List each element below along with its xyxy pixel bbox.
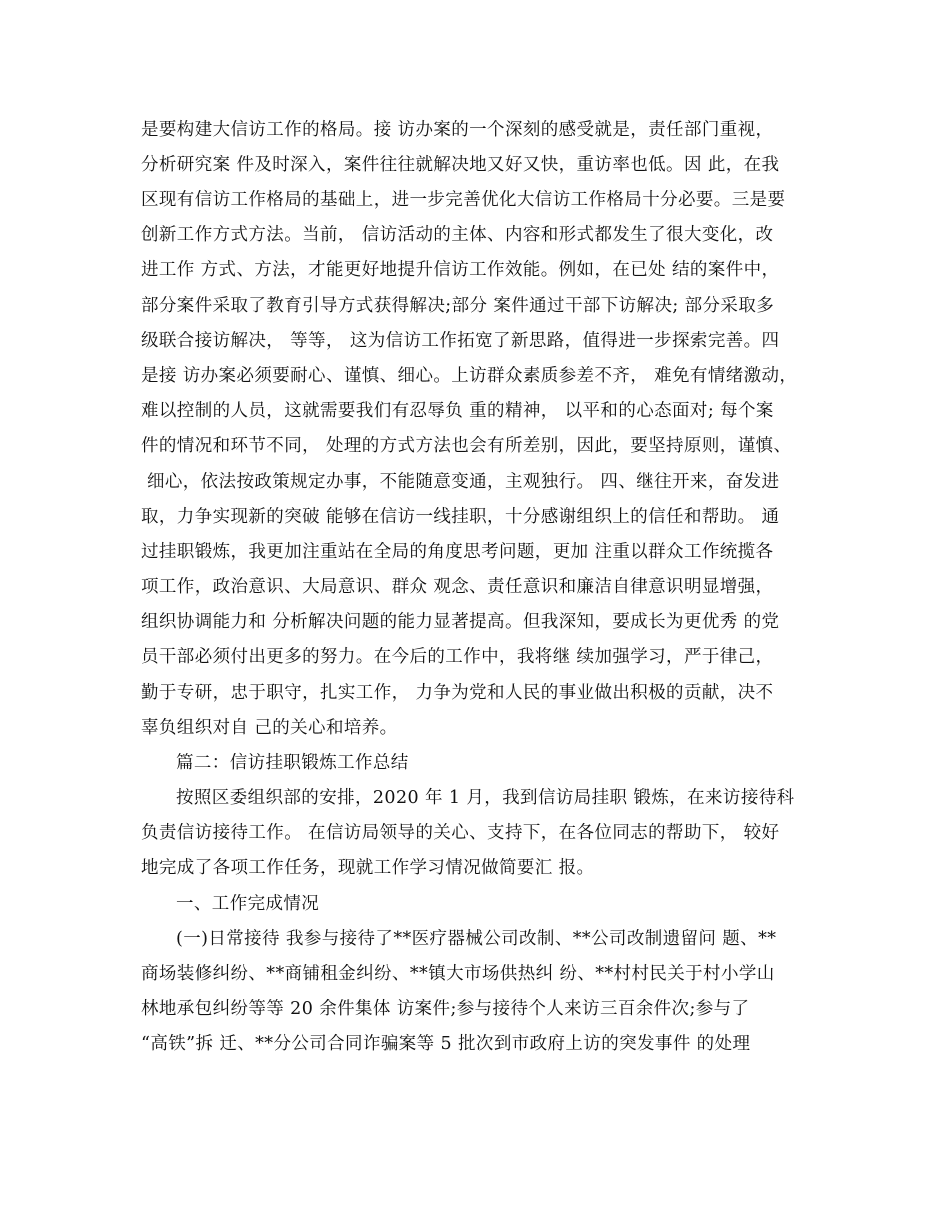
body-text-line: (一)日常接待 我参与接待了**医疗器械公司改制、**公司改制遗留问 题、** xyxy=(176,929,777,949)
body-text-line: 过挂职锻炼，我更加注重站在全局的角度思考问题，更加 注重以群众工作统揽各 xyxy=(141,542,774,562)
body-text-line: 按照区委组织部的安排，2020 年 1 月，我到信访局挂职 锻炼，在来访接待科 xyxy=(176,788,795,808)
body-text-line: 创新工作方式方法。当前， 信访活动的主体、内容和形式都发生了很大变化，改 xyxy=(141,225,774,245)
body-text-line: 地完成了各项工作任务，现就工作学习情况做简要汇 报。 xyxy=(141,858,595,878)
body-text-line: 负责信访接待工作。 在信访局领导的关心、支持下，在各位同志的帮助下， 较好 xyxy=(141,823,780,843)
body-text-line: 是接 访办案必须要耐心、谨慎、细心。上访群众素质参差不齐， 难免有情绪激动， xyxy=(141,366,798,386)
body-text-line: 难以控制的人员，这就需要我们有忍辱负 重的精神， 以平和的心态面对; 每个案 xyxy=(141,401,774,421)
body-text-line: 级联合接访解决， 等等， 这为信访工作拓宽了新思路，值得进一步探索完善。四 xyxy=(141,331,780,351)
subsection-heading: 一、工作完成情况 xyxy=(176,894,320,914)
body-text-line: 员干部必须付出更多的努力。在今后的工作中，我将继 续加强学习，严于律己， xyxy=(141,647,774,667)
body-text-line: “高铁”拆 迁、**分公司合同诈骗案等 5 批次到市政府上访的突发事件 的处理 xyxy=(141,1034,751,1054)
body-text-line: 取，力争实现新的突破 能够在信访一线挂职，十分感谢组织上的信任和帮助。 通 xyxy=(141,507,780,527)
body-text-line: 勤于专研，忠于职守，扎实工作， 力争为党和人民的事业做出积极的贡献，决不 xyxy=(141,683,774,703)
body-text-line: 商场装修纠纷、**商铺租金纠纷、**镇大市场供热纠 纷、**村村民关于村小学山 xyxy=(141,964,775,984)
body-text-line: 细心，依法按政策规定办事，不能随意变通，主观独行。 四、继往开来，奋发进 xyxy=(141,472,780,492)
body-text-line: 林地承包纠纷等等 20 余件集体 访案件;参与接待个人来访三百余件次;参与了 xyxy=(141,999,750,1019)
body-text-line: 项工作，政治意识、大局意识、群众 观念、责任意识和廉洁自律意识明显增强， xyxy=(141,577,774,597)
body-text-line: 区现有信访工作格局的基础上，进一步完善优化大信访工作格局十分必要。三是要 xyxy=(141,190,786,210)
body-text-line: 分析研究案 件及时深入，案件往往就解决地又好又快，重访率也低。因 此，在我 xyxy=(141,155,780,175)
body-text-line: 组织协调能力和 分析解决问题的能力显著提高。但我深知，要成长为更优秀 的党 xyxy=(141,612,780,632)
body-text-line: 进工作 方式、方法，才能更好地提升信访工作效能。例如，在已处 结的案件中， xyxy=(141,260,780,280)
section-heading: 篇二：信访挂职锻炼工作总结 xyxy=(176,753,409,773)
body-text-line: 件的情况和环节不同， 处理的方式方法也会有所差别，因此，要坚持原则，谨慎、 xyxy=(141,436,792,456)
body-text-line: 是要构建大信访工作的格局。接 访办案的一个深刻的感受就是，责任部门重视， xyxy=(141,120,774,140)
body-text-line: 部分案件采取了教育引导方式获得解决;部分 案件通过干部下访解决; 部分采取多 xyxy=(141,296,775,316)
body-text-line: 辜负组织对自 己的关心和培养。 xyxy=(141,718,398,738)
